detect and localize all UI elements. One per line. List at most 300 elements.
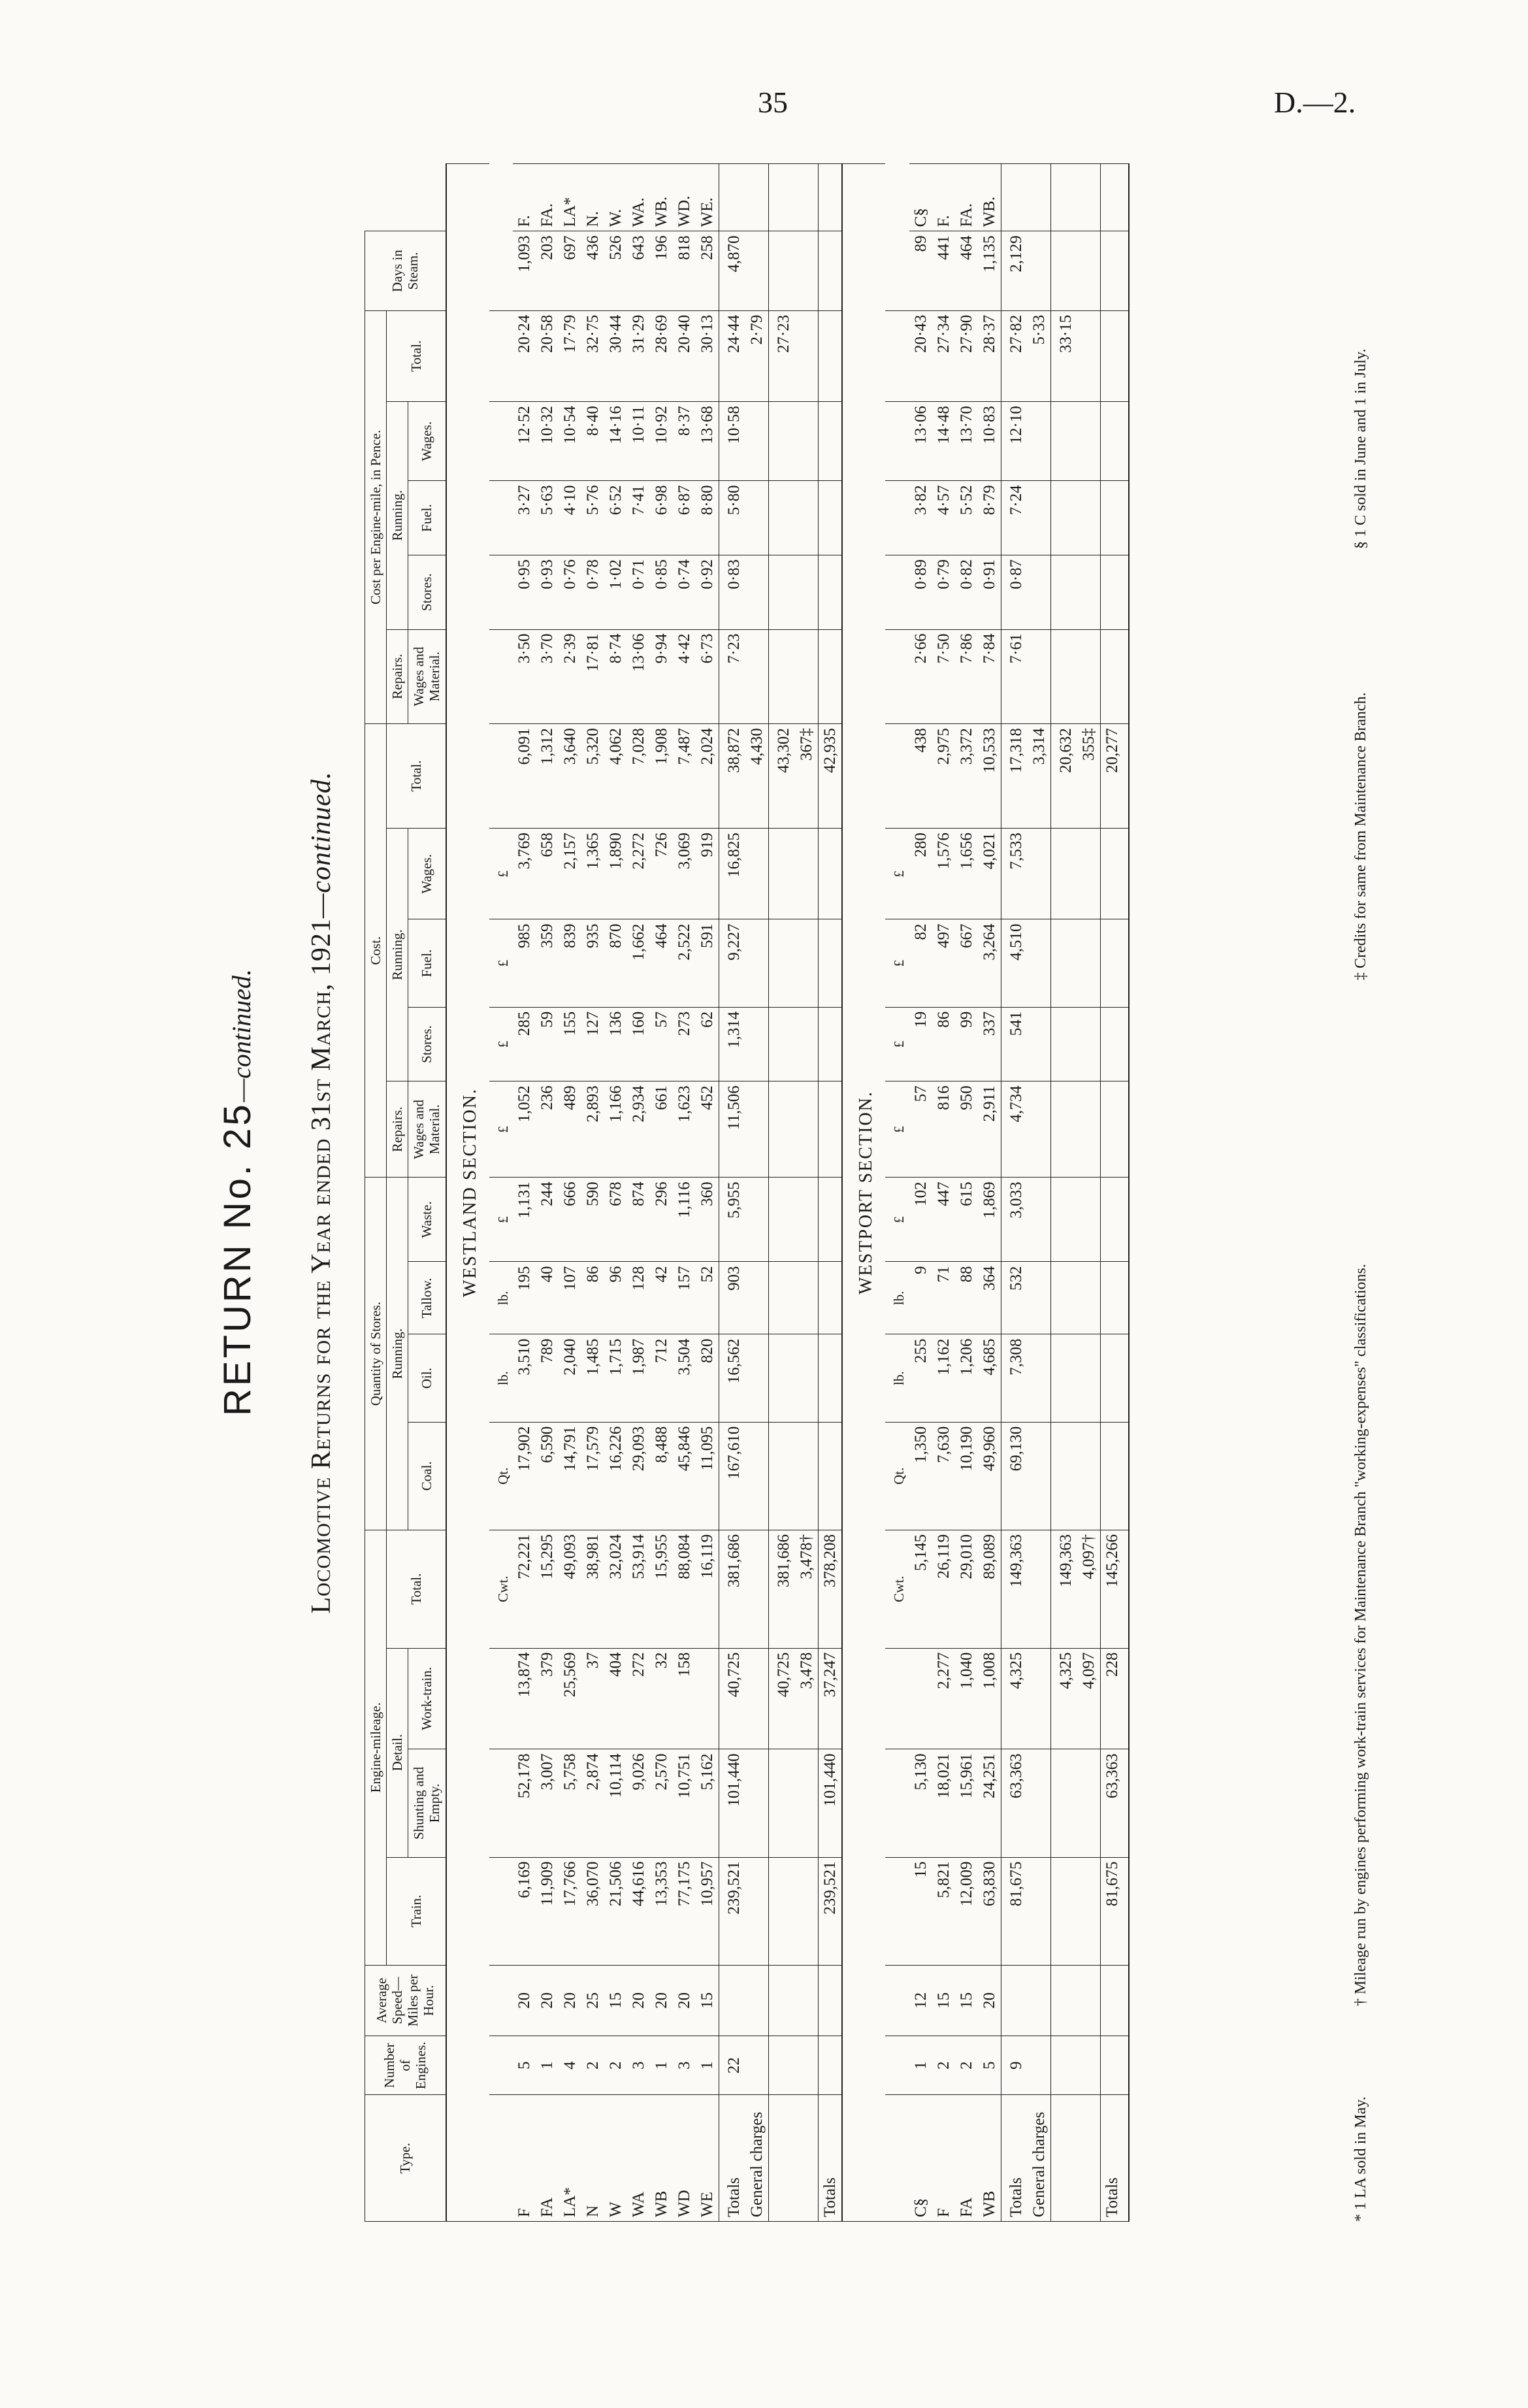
cell-total: 89,089 bbox=[978, 1530, 1001, 1648]
cell-p_total: 20·43 bbox=[909, 310, 932, 401]
cell-train: 10,957 bbox=[696, 1857, 719, 1965]
cell-p_fuel: 3·82 bbox=[909, 481, 932, 555]
adjustment-row bbox=[1050, 164, 1077, 2222]
cell-speed: 15 bbox=[932, 1965, 955, 2036]
cell-p_repairs: 9·94 bbox=[650, 629, 673, 724]
empty-cell bbox=[795, 1857, 819, 1965]
empty-cell bbox=[1100, 629, 1129, 724]
cell-waste: 678 bbox=[604, 1178, 627, 1262]
cell-c_repairs: 489 bbox=[559, 1081, 581, 1178]
empty-cell bbox=[795, 629, 819, 724]
empty-cell bbox=[1077, 1334, 1101, 1422]
header-oil: Oil. bbox=[408, 1334, 446, 1422]
cell-tallow: 42 bbox=[650, 1262, 673, 1334]
empty-cell bbox=[1050, 164, 1077, 231]
engine-type: F bbox=[932, 2095, 955, 2222]
empty-cell bbox=[1100, 555, 1129, 629]
cell-c_repairs: 661 bbox=[650, 1081, 673, 1178]
cell-total: 29,010 bbox=[955, 1530, 978, 1648]
footnote-c-sold: § 1 C sold in June and 1 in July. bbox=[1352, 348, 1369, 549]
cell-p_wages: 10·54 bbox=[559, 402, 581, 481]
cell-c_repairs: 57 bbox=[909, 1081, 932, 1178]
cell-tallow: 71 bbox=[932, 1262, 955, 1334]
empty-cell bbox=[885, 402, 909, 481]
header-pence-stores: Stores. bbox=[408, 555, 446, 629]
cell-c_stores: 19 bbox=[909, 1007, 932, 1081]
cell-oil: 1,485 bbox=[581, 1334, 604, 1422]
cell-p_total: 17·79 bbox=[559, 310, 581, 401]
empty-cell bbox=[1077, 1262, 1101, 1334]
empty-cell bbox=[885, 1648, 909, 1749]
empty-cell bbox=[819, 231, 843, 310]
empty-cell bbox=[1050, 1262, 1077, 1334]
cell-engines: 2 bbox=[581, 2036, 604, 2095]
cell-p_repairs: 7·50 bbox=[932, 629, 955, 724]
cell-p_stores: 0·79 bbox=[932, 555, 955, 629]
cell-c_repairs: 2,911 bbox=[978, 1081, 1001, 1178]
empty-cell bbox=[745, 1081, 769, 1178]
cell-speed: 20 bbox=[978, 1965, 1001, 2036]
cell-p_repairs: 2·39 bbox=[559, 629, 581, 724]
final-totals-row bbox=[819, 164, 843, 2222]
cell-days: 1,093 bbox=[513, 231, 536, 310]
cell-speed: 12 bbox=[909, 1965, 932, 2036]
totals-p_total: 27·82 bbox=[1001, 310, 1028, 401]
totals-coal: 69,130 bbox=[1001, 1422, 1028, 1530]
cell-coal: 7,630 bbox=[932, 1422, 955, 1530]
cell-c_stores: 99 bbox=[955, 1007, 978, 1081]
cell-p_wages: 10·32 bbox=[536, 402, 559, 481]
empty-cell bbox=[1028, 1857, 1051, 1965]
empty-cell bbox=[1077, 919, 1101, 1007]
totals-label: Totals bbox=[719, 2095, 746, 2222]
cell-total: 53,914 bbox=[627, 1530, 650, 1648]
cell-c_total: 7,028 bbox=[627, 724, 650, 829]
cell-engines: 2 bbox=[932, 2036, 955, 2095]
adjustment-credit-row bbox=[795, 164, 819, 2222]
unit-label: £ bbox=[489, 919, 513, 1007]
table-row bbox=[627, 164, 650, 2222]
totals-p_fuel: 7·24 bbox=[1001, 481, 1028, 555]
cell-c_stores: 86 bbox=[932, 1007, 955, 1081]
cell-engines: 5 bbox=[978, 2036, 1001, 2095]
engine-type: WE bbox=[696, 2095, 719, 2222]
section-heading bbox=[446, 164, 489, 2222]
cell-work: 13,874 bbox=[513, 1648, 536, 1749]
header-cost-stores: Stores. bbox=[408, 1007, 446, 1081]
cell-c_wages: 919 bbox=[696, 829, 719, 919]
empty-cell bbox=[795, 1262, 819, 1334]
cell-tallow: 195 bbox=[513, 1262, 536, 1334]
cell-shunting: 3,007 bbox=[536, 1749, 559, 1857]
engine-type-right: W. bbox=[604, 164, 627, 231]
final-total: 145,266 bbox=[1100, 1530, 1129, 1648]
empty-cell bbox=[1050, 231, 1077, 310]
empty-cell bbox=[769, 1081, 796, 1178]
cell-p_fuel: 6·52 bbox=[604, 481, 627, 555]
cell-total: 32,024 bbox=[604, 1530, 627, 1648]
cell-p_wages: 8·37 bbox=[673, 402, 696, 481]
cell-p_fuel: 6·98 bbox=[650, 481, 673, 555]
empty-cell bbox=[1050, 829, 1077, 919]
cell-p_stores: 0·74 bbox=[673, 555, 696, 629]
header-pence-wages: Wages. bbox=[408, 402, 446, 481]
adjust-total: 149,363 bbox=[1050, 1530, 1077, 1648]
cell-shunting: 9,026 bbox=[627, 1749, 650, 1857]
empty-cell bbox=[1077, 555, 1101, 629]
cell-c_repairs: 1,052 bbox=[513, 1081, 536, 1178]
cell-c_total: 2,975 bbox=[932, 724, 955, 829]
empty-cell bbox=[1077, 402, 1101, 481]
cell-oil: 3,504 bbox=[673, 1334, 696, 1422]
cell-p_fuel: 6·87 bbox=[673, 481, 696, 555]
cell-tallow: 157 bbox=[673, 1262, 696, 1334]
totals-p_wages: 12·10 bbox=[1001, 402, 1028, 481]
empty-cell bbox=[795, 1178, 819, 1262]
cell-work bbox=[909, 1648, 932, 1749]
empty-cell bbox=[1100, 402, 1129, 481]
empty-cell bbox=[769, 481, 796, 555]
empty-cell bbox=[795, 2095, 819, 2222]
adjustment-credit-row bbox=[1077, 164, 1101, 2222]
header-days-in-steam: Days in Steam. bbox=[365, 231, 446, 310]
cell-work: 32 bbox=[650, 1648, 673, 1749]
cell-coal: 1,350 bbox=[909, 1422, 932, 1530]
cell-c_total: 7,487 bbox=[673, 724, 696, 829]
final-train: 239,521 bbox=[819, 1857, 843, 1965]
cell-shunting: 2,874 bbox=[581, 1749, 604, 1857]
footnote-la-sold: * 1 LA sold in May. bbox=[1352, 2096, 1369, 2222]
cell-p_wages: 12·52 bbox=[513, 402, 536, 481]
empty-cell bbox=[1050, 1857, 1077, 1965]
units-row bbox=[885, 164, 909, 2222]
empty-cell bbox=[1050, 919, 1077, 1007]
cell-work bbox=[696, 1648, 719, 1749]
empty-cell bbox=[1050, 1965, 1077, 2036]
cell-p_stores: 0·82 bbox=[955, 555, 978, 629]
cell-c_total: 2,024 bbox=[696, 724, 719, 829]
cell-speed: 20 bbox=[536, 1965, 559, 2036]
general-charges-pence: 2·79 bbox=[745, 310, 769, 401]
cell-work: 158 bbox=[673, 1648, 696, 1749]
cell-p_fuel: 4·57 bbox=[932, 481, 955, 555]
cell-train: 44,616 bbox=[627, 1857, 650, 1965]
empty-cell bbox=[769, 402, 796, 481]
header-avg-speed: Average Speed— Miles per Hour. bbox=[365, 1965, 446, 2036]
table-row bbox=[536, 164, 559, 2222]
adjust-work-credit: 4,097 bbox=[1077, 1648, 1101, 1749]
empty-cell bbox=[745, 919, 769, 1007]
table-row bbox=[673, 164, 696, 2222]
empty-cell bbox=[819, 829, 843, 919]
cell-total: 49,093 bbox=[559, 1530, 581, 1648]
empty-cell bbox=[819, 1334, 843, 1422]
cell-c_repairs: 452 bbox=[696, 1081, 719, 1178]
cell-speed: 20 bbox=[559, 1965, 581, 2036]
totals-train: 81,675 bbox=[1001, 1857, 1028, 1965]
header-cost-fuel: Fuel. bbox=[408, 919, 446, 1007]
cell-p_total: 28·69 bbox=[650, 310, 673, 401]
cell-engines: 1 bbox=[650, 2036, 673, 2095]
cell-work: 404 bbox=[604, 1648, 627, 1749]
cell-days: 196 bbox=[650, 231, 673, 310]
empty-cell bbox=[1028, 919, 1051, 1007]
cell-p_repairs: 7·84 bbox=[978, 629, 1001, 724]
totals-engines: 22 bbox=[719, 2036, 746, 2095]
cell-waste: 244 bbox=[536, 1178, 559, 1262]
cell-engines: 1 bbox=[696, 2036, 719, 2095]
empty-cell bbox=[885, 724, 909, 829]
page-number: 35 bbox=[758, 86, 788, 119]
header-pence-total: Total. bbox=[387, 310, 446, 401]
cell-shunting: 2,570 bbox=[650, 1749, 673, 1857]
unit-label: lb. bbox=[489, 1262, 513, 1334]
cell-c_stores: 160 bbox=[627, 1007, 650, 1081]
cell-work: 1,040 bbox=[955, 1648, 978, 1749]
totals-total: 149,363 bbox=[1001, 1530, 1028, 1648]
engine-type-right: C§ bbox=[909, 164, 932, 231]
cell-c_repairs: 2,934 bbox=[627, 1081, 650, 1178]
cell-p_wages: 10·83 bbox=[978, 402, 1001, 481]
cell-c_total: 5,320 bbox=[581, 724, 604, 829]
empty-cell bbox=[489, 481, 513, 555]
totals-days: 4,870 bbox=[719, 231, 746, 310]
empty-cell bbox=[885, 555, 909, 629]
cell-oil: 255 bbox=[909, 1334, 932, 1422]
empty-cell bbox=[1001, 164, 1028, 231]
empty-cell bbox=[795, 481, 819, 555]
empty-cell bbox=[769, 629, 796, 724]
cell-oil: 712 bbox=[650, 1334, 673, 1422]
cell-c_wages: 4,021 bbox=[978, 829, 1001, 919]
cell-engines: 5 bbox=[513, 2036, 536, 2095]
empty-cell bbox=[1028, 555, 1051, 629]
empty-cell bbox=[819, 1262, 843, 1334]
cell-total: 88,084 bbox=[673, 1530, 696, 1648]
totals-p_stores: 0·83 bbox=[719, 555, 746, 629]
cell-tallow: 86 bbox=[581, 1262, 604, 1334]
cell-work: 37 bbox=[581, 1648, 604, 1749]
empty-cell bbox=[489, 2095, 513, 2222]
empty-cell bbox=[489, 1749, 513, 1857]
cell-p_fuel: 4·10 bbox=[559, 481, 581, 555]
engine-type-right: FA. bbox=[955, 164, 978, 231]
empty-cell bbox=[819, 481, 843, 555]
cell-p_wages: 13·68 bbox=[696, 402, 719, 481]
cell-total: 26,119 bbox=[932, 1530, 955, 1648]
cell-p_total: 28·37 bbox=[978, 310, 1001, 401]
cell-c_repairs: 2,893 bbox=[581, 1081, 604, 1178]
empty-cell bbox=[819, 1178, 843, 1262]
cell-engines: 2 bbox=[955, 2036, 978, 2095]
cell-coal: 17,902 bbox=[513, 1422, 536, 1530]
empty-cell bbox=[1100, 1081, 1129, 1178]
totals-c_fuel: 4,510 bbox=[1001, 919, 1028, 1007]
final-train: 81,675 bbox=[1100, 1857, 1129, 1965]
header-coal: Coal. bbox=[408, 1422, 446, 1530]
empty-cell bbox=[745, 402, 769, 481]
cell-c_fuel: 2,522 bbox=[673, 919, 696, 1007]
final-work: 37,247 bbox=[819, 1648, 843, 1749]
cell-days: 1,135 bbox=[978, 231, 1001, 310]
cell-speed: 20 bbox=[650, 1965, 673, 2036]
empty-cell bbox=[795, 231, 819, 310]
header-stores-running: Running. bbox=[387, 1178, 408, 1530]
cell-tallow: 96 bbox=[604, 1262, 627, 1334]
empty-cell bbox=[769, 231, 796, 310]
empty-cell bbox=[769, 1334, 796, 1422]
cell-p_fuel: 7·41 bbox=[627, 481, 650, 555]
empty-cell bbox=[1077, 1749, 1101, 1857]
totals-tallow: 532 bbox=[1001, 1262, 1028, 1334]
units-row bbox=[489, 164, 513, 2222]
final-shunting: 63,363 bbox=[1100, 1749, 1129, 1857]
totals-work: 40,725 bbox=[719, 1648, 746, 1749]
cell-p_stores: 0·92 bbox=[696, 555, 719, 629]
adjust-work: 4,325 bbox=[1050, 1648, 1077, 1749]
cell-p_total: 27·34 bbox=[932, 310, 955, 401]
cell-shunting: 52,178 bbox=[513, 1749, 536, 1857]
empty-cell bbox=[1077, 231, 1101, 310]
empty-cell bbox=[1001, 1965, 1028, 2036]
empty-cell bbox=[769, 2095, 796, 2222]
header-num-engines: Number of Engines. bbox=[365, 2036, 446, 2095]
cell-c_total: 1,908 bbox=[650, 724, 673, 829]
cell-c_total: 438 bbox=[909, 724, 932, 829]
empty-cell bbox=[1028, 1262, 1051, 1334]
cell-train: 63,830 bbox=[978, 1857, 1001, 1965]
empty-cell bbox=[1100, 231, 1129, 310]
totals-c_repairs: 4,734 bbox=[1001, 1081, 1028, 1178]
cell-c_fuel: 591 bbox=[696, 919, 719, 1007]
engine-type-right: WB. bbox=[978, 164, 1001, 231]
table-row bbox=[650, 164, 673, 2222]
cell-c_wages: 280 bbox=[909, 829, 932, 919]
totals-oil: 7,308 bbox=[1001, 1334, 1028, 1422]
cell-speed: 15 bbox=[696, 1965, 719, 2036]
engine-type: FA bbox=[536, 2095, 559, 2222]
empty-cell bbox=[795, 919, 819, 1007]
cell-c_repairs: 1,166 bbox=[604, 1081, 627, 1178]
cell-p_stores: 0·93 bbox=[536, 555, 559, 629]
empty-cell bbox=[1028, 1007, 1051, 1081]
unit-label: £ bbox=[885, 1007, 909, 1081]
table-row bbox=[978, 164, 1001, 2222]
cell-p_wages: 14·48 bbox=[932, 402, 955, 481]
engine-type-right: FA. bbox=[536, 164, 559, 231]
empty-cell bbox=[769, 555, 796, 629]
totals-p_repairs: 7·61 bbox=[1001, 629, 1028, 724]
empty-cell bbox=[745, 629, 769, 724]
cell-c_repairs: 236 bbox=[536, 1081, 559, 1178]
cell-days: 89 bbox=[909, 231, 932, 310]
section-title: WESTPORT SECTION. bbox=[842, 164, 885, 2222]
empty-cell bbox=[489, 555, 513, 629]
empty-cell bbox=[1077, 2095, 1101, 2222]
cell-p_total: 20·58 bbox=[536, 310, 559, 401]
empty-cell bbox=[1028, 231, 1051, 310]
adjust-cost-credit: 355‡ bbox=[1077, 724, 1101, 829]
cell-c_repairs: 950 bbox=[955, 1081, 978, 1178]
cell-coal: 45,846 bbox=[673, 1422, 696, 1530]
empty-cell bbox=[819, 1007, 843, 1081]
totals-p_wages: 10·58 bbox=[719, 402, 746, 481]
empty-cell bbox=[819, 1081, 843, 1178]
totals-row bbox=[1001, 164, 1028, 2222]
header-engine-mileage: Engine-mileage. bbox=[365, 1530, 387, 1965]
adjust-total-credit: 3,478† bbox=[795, 1530, 819, 1648]
cell-tallow: 128 bbox=[627, 1262, 650, 1334]
cell-coal: 29,093 bbox=[627, 1422, 650, 1530]
totals-coal: 167,610 bbox=[719, 1422, 746, 1530]
empty-cell bbox=[1100, 1007, 1129, 1081]
engine-type-right: N. bbox=[581, 164, 604, 231]
cell-c_stores: 337 bbox=[978, 1007, 1001, 1081]
empty-cell bbox=[745, 1749, 769, 1857]
empty-cell bbox=[795, 829, 819, 919]
empty-cell bbox=[719, 164, 746, 231]
header-pence-fuel: Fuel. bbox=[408, 481, 446, 555]
cell-c_fuel: 359 bbox=[536, 919, 559, 1007]
empty-cell bbox=[795, 1334, 819, 1422]
empty-cell bbox=[885, 1965, 909, 2036]
cell-days: 436 bbox=[581, 231, 604, 310]
header-train: Train. bbox=[387, 1857, 446, 1965]
empty-cell bbox=[745, 1965, 769, 2036]
empty-cell bbox=[1100, 1178, 1129, 1262]
header-mileage-total: Total. bbox=[387, 1530, 446, 1648]
header-pence-repairs: Repairs. bbox=[387, 629, 408, 724]
cell-c_wages: 2,272 bbox=[627, 829, 650, 919]
totals-train: 239,521 bbox=[719, 1857, 746, 1965]
totals-c_total: 38,872 bbox=[719, 724, 746, 829]
empty-cell bbox=[885, 2095, 909, 2222]
unit-label: Cwt. bbox=[489, 1530, 513, 1648]
general-charges-row bbox=[1028, 164, 1051, 2222]
cell-work: 1,008 bbox=[978, 1648, 1001, 1749]
totals-work: 4,325 bbox=[1001, 1648, 1028, 1749]
cell-waste: 360 bbox=[696, 1178, 719, 1262]
cell-speed: 20 bbox=[513, 1965, 536, 2036]
empty-cell bbox=[795, 1007, 819, 1081]
adjustment-row bbox=[769, 164, 796, 2222]
cell-p_fuel: 5·76 bbox=[581, 481, 604, 555]
cell-train: 6,169 bbox=[513, 1857, 536, 1965]
cell-waste: 666 bbox=[559, 1178, 581, 1262]
empty-cell bbox=[489, 1857, 513, 1965]
cell-engines: 4 bbox=[559, 2036, 581, 2095]
empty-cell bbox=[745, 1422, 769, 1530]
cell-p_total: 27·90 bbox=[955, 310, 978, 401]
cell-waste: 874 bbox=[627, 1178, 650, 1262]
empty-cell bbox=[885, 481, 909, 555]
empty-cell bbox=[819, 555, 843, 629]
empty-cell bbox=[1028, 1530, 1051, 1648]
table-row bbox=[604, 164, 627, 2222]
cell-days: 697 bbox=[559, 231, 581, 310]
cell-waste: 590 bbox=[581, 1178, 604, 1262]
empty-cell bbox=[819, 310, 843, 401]
unit-label: £ bbox=[885, 1081, 909, 1178]
cell-oil: 2,040 bbox=[559, 1334, 581, 1422]
unit-label: lb. bbox=[885, 1334, 909, 1422]
adjust-cost: 20,632 bbox=[1050, 724, 1077, 829]
empty-cell bbox=[769, 1422, 796, 1530]
cell-c_stores: 155 bbox=[559, 1007, 581, 1081]
totals-days: 2,129 bbox=[1001, 231, 1028, 310]
cell-p_stores: 0·76 bbox=[559, 555, 581, 629]
totals-engines: 9 bbox=[1001, 2036, 1028, 2095]
